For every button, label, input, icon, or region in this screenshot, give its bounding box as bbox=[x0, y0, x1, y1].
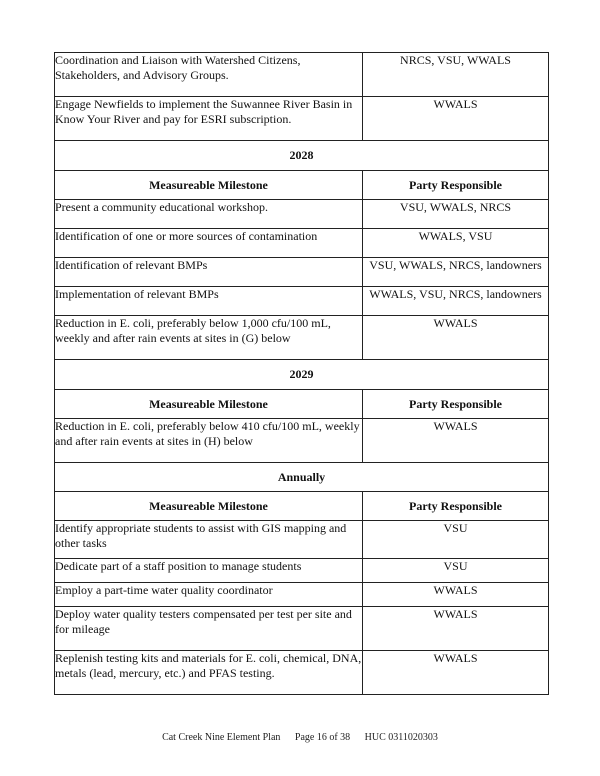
party-column-header: Party Responsible bbox=[363, 171, 549, 200]
table-row bbox=[55, 316, 549, 360]
milestone-cell: Present a community educational workshop. bbox=[55, 200, 363, 229]
milestone-cell: Identification of one or more sources of contamination bbox=[55, 229, 363, 258]
section-row bbox=[55, 141, 549, 171]
table-row bbox=[55, 97, 549, 141]
table-row bbox=[55, 287, 549, 316]
milestone-cell: Engage Newfields to implement the Suwannee River Basin in Know Your River and pay for ESRI subscription. bbox=[55, 97, 363, 141]
table-row bbox=[55, 229, 549, 258]
table-row bbox=[55, 200, 549, 229]
table-row bbox=[55, 583, 549, 607]
milestone-cell: Implementation of relevant BMPs bbox=[55, 287, 363, 316]
milestone-column-header: Measureable Milestone bbox=[55, 492, 363, 521]
table-row bbox=[55, 419, 549, 463]
section-row bbox=[55, 463, 549, 492]
section-title: 2028 bbox=[55, 141, 549, 171]
section-title: 2029 bbox=[55, 360, 549, 390]
party-cell: VSU, WWALS, NRCS bbox=[363, 200, 549, 229]
milestone-cell: Coordination and Liaison with Watershed Citizens, Stakeholders, and Advisory Groups. bbox=[55, 53, 363, 97]
party-cell: WWALS bbox=[363, 607, 549, 651]
party-cell: WWALS bbox=[363, 651, 549, 695]
page-footer bbox=[0, 732, 600, 743]
milestone-table bbox=[54, 52, 549, 695]
milestone-cell: Dedicate part of a staff position to manage students bbox=[55, 559, 363, 583]
footer-plan-name: Cat Creek Nine Element Plan bbox=[162, 732, 281, 743]
party-column-header: Party Responsible bbox=[363, 492, 549, 521]
table-row bbox=[55, 651, 549, 695]
party-cell: WWALS bbox=[363, 419, 549, 463]
party-cell: NRCS, VSU, WWALS bbox=[363, 53, 549, 97]
section-row bbox=[55, 360, 549, 390]
table-row bbox=[55, 559, 549, 583]
milestone-cell: Reduction in E. coli, preferably below 1,000 cfu/100 mL, weekly and after rain events at sites in (G) below bbox=[55, 316, 363, 360]
party-cell: WWALS bbox=[363, 316, 549, 360]
milestone-cell: Replenish testing kits and materials for E. coli, chemical, DNA, metals (lead, mercury, etc.) and PFAS testing. bbox=[55, 651, 363, 695]
footer-huc-code: HUC 0311020303 bbox=[364, 732, 438, 743]
table-row bbox=[55, 53, 549, 97]
footer-page-number: Page 16 of 38 bbox=[294, 732, 351, 743]
party-cell: VSU bbox=[363, 521, 549, 559]
table-row bbox=[55, 607, 549, 651]
milestone-column-header: Measureable Milestone bbox=[55, 390, 363, 419]
header-row bbox=[55, 390, 549, 419]
milestone-cell: Identify appropriate students to assist with GIS mapping and other tasks bbox=[55, 521, 363, 559]
table-row bbox=[55, 521, 549, 559]
party-cell: WWALS bbox=[363, 97, 549, 141]
table-row bbox=[55, 258, 549, 287]
party-cell: WWALS, VSU bbox=[363, 229, 549, 258]
milestone-cell: Employ a part-time water quality coordinator bbox=[55, 583, 363, 607]
header-row bbox=[55, 492, 549, 521]
milestone-cell: Identification of relevant BMPs bbox=[55, 258, 363, 287]
party-cell: VSU bbox=[363, 559, 549, 583]
milestone-cell: Deploy water quality testers compensated per test per site and for mileage bbox=[55, 607, 363, 651]
party-cell: WWALS, VSU, NRCS, landowners bbox=[363, 287, 549, 316]
milestone-column-header: Measureable Milestone bbox=[55, 171, 363, 200]
milestone-cell: Reduction in E. coli, preferably below 410 cfu/100 mL, weekly and after rain events at sites in (H) below bbox=[55, 419, 363, 463]
party-cell: WWALS bbox=[363, 583, 549, 607]
party-cell: VSU, WWALS, NRCS, landowners bbox=[363, 258, 549, 287]
party-column-header: Party Responsible bbox=[363, 390, 549, 419]
section-title: Annually bbox=[55, 463, 549, 492]
header-row bbox=[55, 171, 549, 200]
